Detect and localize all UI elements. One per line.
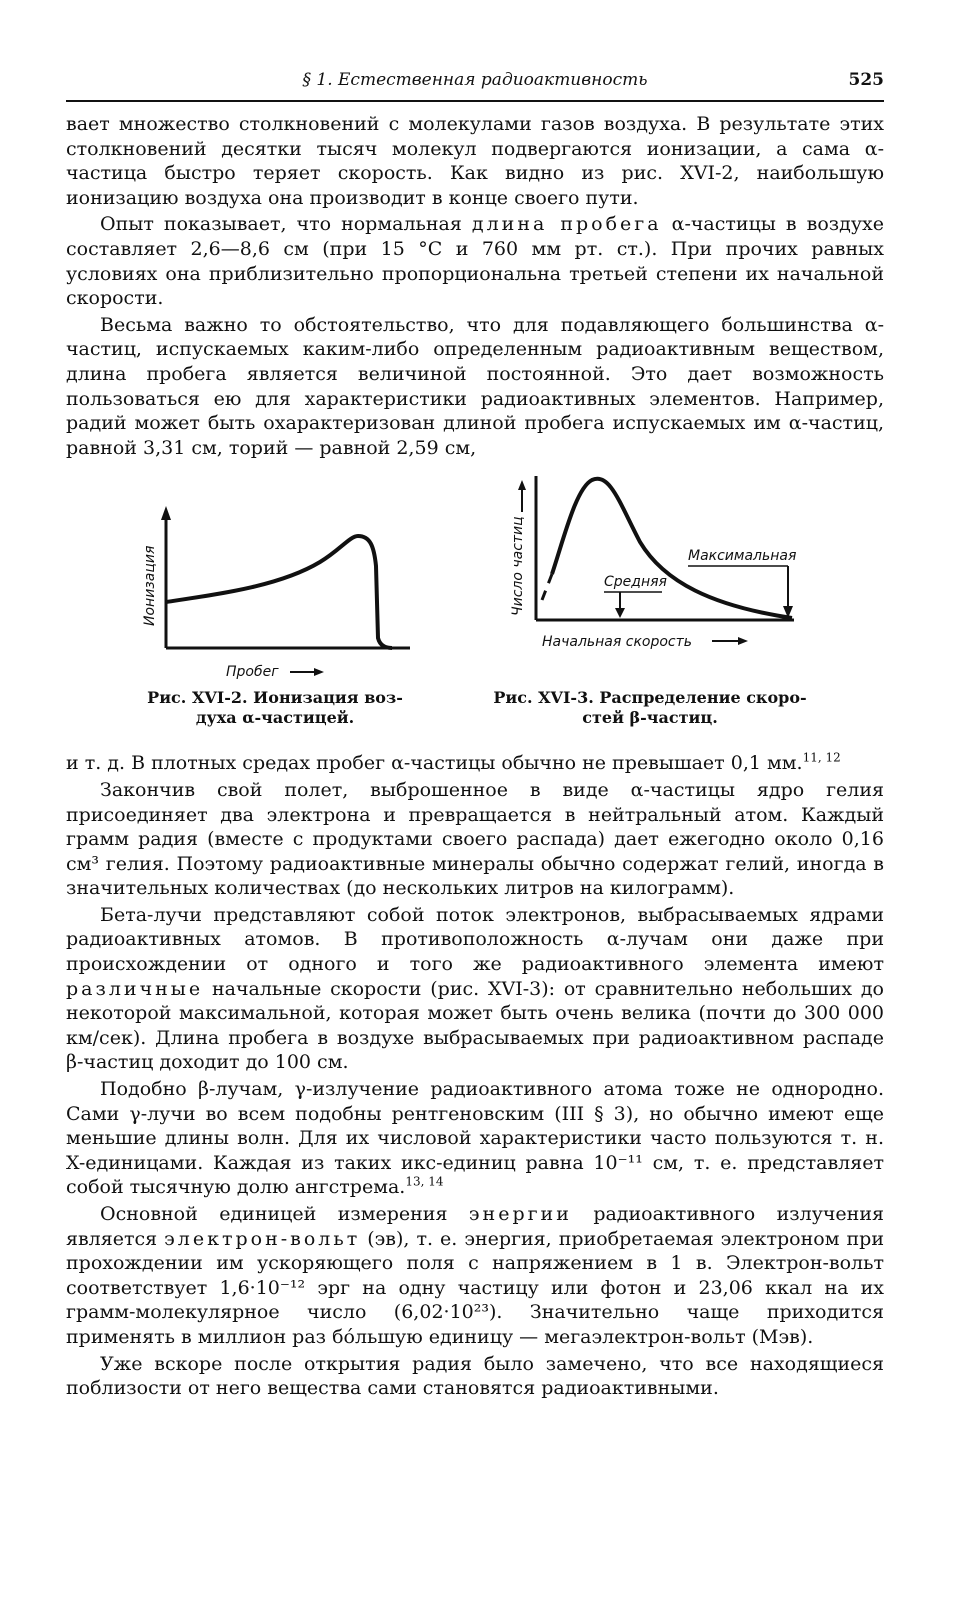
x-axis-label: Пробег <box>226 664 279 681</box>
average-label: Средняя <box>604 574 667 591</box>
x-label-arrow-icon <box>738 637 748 645</box>
y-label-arrow-icon <box>518 480 526 490</box>
paragraph-5: Закончив свой полет, выброшенное в виде α-частицы ядро гелия присоединяет два электрона и превращается в нейтральный атом. Каждый грамм радия (вместе с продуктами своего распада) дает ежегодно около 0,16 см³ гелия. Поэтому радиоактивные минералы обычно содержат гелий, иногда в значительных количествах (до нескольких литров на килограмм). <box>66 778 884 900</box>
running-header <box>66 62 884 102</box>
page-number: 525 <box>848 70 884 90</box>
footnote-ref-13-14: 13, 14 <box>405 1175 444 1190</box>
curve-dashed-start <box>542 574 552 600</box>
emphasis-electron-volt: электрон-вольт <box>164 1227 361 1250</box>
emphasis-different: различные <box>66 977 204 1000</box>
paragraph-2: Опыт показывает, что нормальная длина пробега α-частицы в воздухе составляет 2,6—8,6 см (при 15 °C и 760 мм рт. ст.). При прочих равных условиях она приблизительно пропорциональна третьей степени их начальной скорости. <box>66 213 884 310</box>
paragraph-1: вает множество столкновений с молекулами газов воздуха. В результате этих столкновений десятки тысяч молекул подвергаются ионизации, а сама α-частица быстро теряет скорость. Как видно из рис. XVI-2, наибольшую ионизацию воздуха она производит в конце своего пути. <box>66 113 884 209</box>
average-arrow-icon <box>615 608 625 618</box>
maximum-label: Максимальная <box>688 548 797 565</box>
y-axis-label: Число частиц <box>510 516 526 617</box>
paragraph-8: Основной единицей измерения энергии радиоактивного излучения является электрон-вольт (эв), т. е. энергия, приобретаемая электроном при прохождении им ускоряющего поля с напряжением в 1 в. Электрон-вольт соответствует 1,6·10⁻¹² эрг на одну частицу или фотон и 23,06 ккал на их грамм-молекулярное число (6,02·10²³). Значительно чаще приходится применять в миллион раз бóльшую единицу — мегаэлектрон-вольт (Мэв). <box>66 1203 884 1348</box>
emphasis-range-length: длина пробега <box>471 213 662 236</box>
figures-row <box>66 466 884 751</box>
ionization-curve <box>166 536 392 648</box>
y-axis-label: Ионизация <box>142 545 158 627</box>
figure-xvi-3 <box>492 466 828 751</box>
figure-xvi-2 <box>130 466 420 751</box>
page <box>66 62 884 1401</box>
emphasis-energy: энергии <box>468 1203 572 1225</box>
paragraph-3: Весьма важно то обстоятельство, что для подавляющего большинства α-частиц, испускаемых каким-либо определенным радиоактивным веществом, длина пробега является величиной постоянной. Это дает возможность пользоваться ею для характеристики радиоактивных элементов. Например, радий может быть охарактеризован длиной пробега испускаемых им α-частиц, равной 3,31 см, торий — равной 2,59 см, <box>66 313 884 459</box>
figure-xvi-2-caption: Рис. XVI-2. Ионизация воз- духа α-частицей. <box>147 688 403 728</box>
paragraph-4: и т. д. В плотных средах пробег α-частицы обычно не превышает 0,1 мм.$^{11, 12}$ <box>66 750 841 775</box>
figure-xvi-3-caption: Рис. XVI-3. Распределение скоро- стей β-частиц. <box>493 688 807 728</box>
running-title: § 1. Естественная радиоактивность <box>302 70 648 90</box>
paragraph-6: Бета-лучи представляют собой поток электронов, выбрасываемых ядрами радиоактивных атомов. В противоположность α-лучам они даже при происхождении от одного и того же радиоактивного элемента имеют различные начальные скорости (рис. XVI-3): от сравнительно небольших до некоторой максимальной, которая может быть очень велика (почти до 300 000 км/сек). Длина пробега в воздухе выбрасываемых при радиоактивном распаде β-частиц доходит до 100 см. <box>66 903 884 1074</box>
y-axis-arrow-icon <box>161 506 171 520</box>
x-axis-label: Начальная скорость <box>542 634 693 651</box>
paragraph-7: Подобно β-лучам, γ-излучение радиоактивного атома тоже не однородно. Сами γ-лучи во всем подобны рентгеновским (III § 3), но обычно имеют еще меньшие длины волн. Для их числовой характеристики часто пользуются т. н. X-единицами. Каждая из таких икс-единиц равна 10⁻¹¹ см, т. е. представляет собой тысячную долю ангстрема.$^{13, 14}$ <box>66 1078 884 1199</box>
footnote-ref-11-12: 11, 12 <box>802 750 841 765</box>
x-label-arrow-icon <box>314 668 324 676</box>
paragraph-9: Уже вскоре после открытия радия было замечено, что все находящиеся поблизости от него вещества сами становятся радиоактивными. <box>66 1352 884 1400</box>
